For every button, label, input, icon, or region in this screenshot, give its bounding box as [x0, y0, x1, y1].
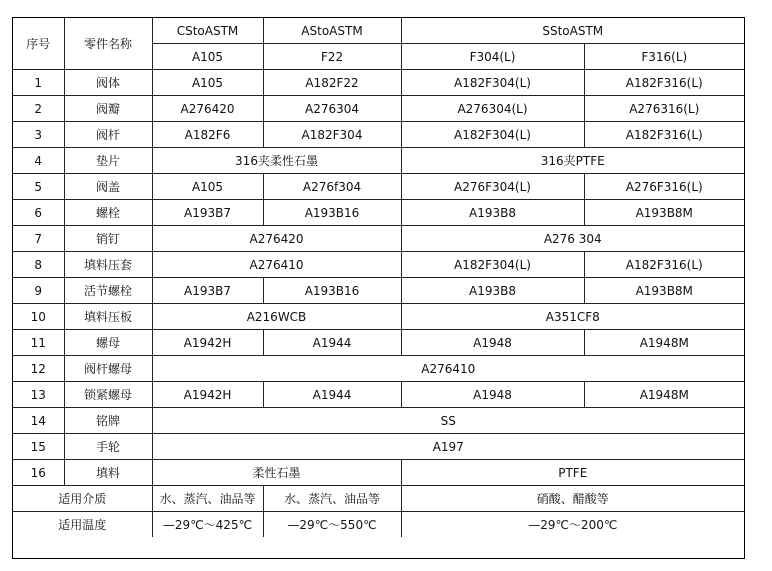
cell-ss: A351CF8 — [401, 304, 744, 330]
cell-ss2: A276F316(L) — [584, 174, 744, 200]
table-row — [13, 148, 744, 174]
cell-ss2: A193B8M — [584, 278, 744, 304]
row-part-name: 螺栓 — [64, 200, 152, 226]
row-number: 1 — [13, 70, 64, 96]
cell-ss1: A276304(L) — [401, 96, 584, 122]
cell-cs-as: 柔性石墨 — [152, 460, 401, 486]
cell-as: A276f304 — [263, 174, 401, 200]
row-part-name: 阀体 — [64, 70, 152, 96]
temperature-as: —29℃～550℃ — [263, 512, 401, 538]
row-part-name: 垫片 — [64, 148, 152, 174]
row-number: 15 — [13, 434, 64, 460]
cell-all: A197 — [152, 434, 744, 460]
cell-ss1: A1948 — [401, 382, 584, 408]
header-seq: 序号 — [13, 18, 64, 70]
cell-ss1: A1948 — [401, 330, 584, 356]
row-number: 2 — [13, 96, 64, 122]
cell-ss: PTFE — [401, 460, 744, 486]
row-part-name: 阀杆 — [64, 122, 152, 148]
row-number: 13 — [13, 382, 64, 408]
row-number: 3 — [13, 122, 64, 148]
table-row — [13, 382, 744, 408]
cell-as: A276304 — [263, 96, 401, 122]
row-part-name: 阀瓣 — [64, 96, 152, 122]
row-part-name: 填料 — [64, 460, 152, 486]
cell-as: A182F304 — [263, 122, 401, 148]
temperature-ss: —29℃～200℃ — [401, 512, 744, 538]
cell-ss: 316夹PTFE — [401, 148, 744, 174]
header-group-as: AStoASTM — [263, 18, 401, 44]
table-row — [13, 174, 744, 200]
footer-row-medium — [13, 486, 744, 512]
row-part-name: 阀杆螺母 — [64, 356, 152, 382]
cell-ss1: A193B8 — [401, 200, 584, 226]
table-row — [13, 304, 744, 330]
header-grade-cs: A105 — [152, 44, 263, 70]
cell-ss1: A182F304(L) — [401, 252, 584, 278]
cell-cs: A1942H — [152, 330, 263, 356]
cell-cs: A1942H — [152, 382, 263, 408]
cell-ss2: A182F316(L) — [584, 252, 744, 278]
table-row — [13, 226, 744, 252]
cell-cs-as: A276420 — [152, 226, 401, 252]
table-row — [13, 200, 744, 226]
cell-ss1: A182F304(L) — [401, 70, 584, 96]
cell-ss2: A182F316(L) — [584, 122, 744, 148]
row-part-name: 锁紧螺母 — [64, 382, 152, 408]
header-grade-ss1: F304(L) — [401, 44, 584, 70]
row-number: 4 — [13, 148, 64, 174]
row-part-name: 螺母 — [64, 330, 152, 356]
cell-cs-as: A216WCB — [152, 304, 401, 330]
row-number: 10 — [13, 304, 64, 330]
cell-cs-as: 316夹柔性石墨 — [152, 148, 401, 174]
row-number: 7 — [13, 226, 64, 252]
row-part-name: 阀盖 — [64, 174, 152, 200]
cell-ss1: A193B8 — [401, 278, 584, 304]
table-row — [13, 278, 744, 304]
cell-ss2: A276316(L) — [584, 96, 744, 122]
cell-cs-as: A276410 — [152, 252, 401, 278]
table-row — [13, 330, 744, 356]
row-part-name: 填料压套 — [64, 252, 152, 278]
header-group-cs: CStoASTM — [152, 18, 263, 44]
table-row — [13, 96, 744, 122]
temperature-label: 适用温度 — [13, 512, 152, 538]
temperature-cs: —29℃～425℃ — [152, 512, 263, 538]
table-row — [13, 70, 744, 96]
row-number: 14 — [13, 408, 64, 434]
cell-ss: A276 304 — [401, 226, 744, 252]
table-row — [13, 460, 744, 486]
cell-cs: A105 — [152, 174, 263, 200]
cell-ss2: A193B8M — [584, 200, 744, 226]
cell-all: SS — [152, 408, 744, 434]
cell-as: A1944 — [263, 330, 401, 356]
medium-cs: 水、蒸汽、油品等 — [152, 486, 263, 512]
cell-as: A182F22 — [263, 70, 401, 96]
cell-cs: A193B7 — [152, 278, 263, 304]
header-grade-ss2: F316(L) — [584, 44, 744, 70]
header-part-name: 零件名称 — [64, 18, 152, 70]
cell-cs: A276420 — [152, 96, 263, 122]
medium-as: 水、蒸汽、油品等 — [263, 486, 401, 512]
cell-as: A193B16 — [263, 200, 401, 226]
table-row — [13, 252, 744, 278]
row-number: 12 — [13, 356, 64, 382]
row-number: 11 — [13, 330, 64, 356]
row-part-name: 销钉 — [64, 226, 152, 252]
cell-cs: A193B7 — [152, 200, 263, 226]
row-number: 6 — [13, 200, 64, 226]
row-number: 16 — [13, 460, 64, 486]
row-part-name: 铭牌 — [64, 408, 152, 434]
table-row — [13, 434, 744, 460]
cell-ss1: A182F304(L) — [401, 122, 584, 148]
cell-ss2: A1948M — [584, 382, 744, 408]
cell-ss2: A1948M — [584, 330, 744, 356]
cell-ss2: A182F316(L) — [584, 70, 744, 96]
cell-all: A276410 — [152, 356, 744, 382]
row-number: 9 — [13, 278, 64, 304]
cell-cs: A105 — [152, 70, 263, 96]
cell-cs: A182F6 — [152, 122, 263, 148]
medium-label: 适用介质 — [13, 486, 152, 512]
header-row-groups — [13, 18, 744, 44]
row-number: 5 — [13, 174, 64, 200]
table-row — [13, 122, 744, 148]
header-grade-as: F22 — [263, 44, 401, 70]
row-number: 8 — [13, 252, 64, 278]
cell-as: A193B16 — [263, 278, 401, 304]
cell-ss1: A276F304(L) — [401, 174, 584, 200]
row-part-name: 活节螺栓 — [64, 278, 152, 304]
header-group-ss: SStoASTM — [401, 18, 744, 44]
table-row — [13, 356, 744, 382]
materials-table-frame — [12, 17, 745, 559]
row-part-name: 手轮 — [64, 434, 152, 460]
table-row — [13, 408, 744, 434]
footer-row-temperature — [13, 512, 744, 538]
medium-ss: 硝酸、醋酸等 — [401, 486, 744, 512]
materials-table — [13, 18, 744, 537]
row-part-name: 填料压板 — [64, 304, 152, 330]
cell-as: A1944 — [263, 382, 401, 408]
